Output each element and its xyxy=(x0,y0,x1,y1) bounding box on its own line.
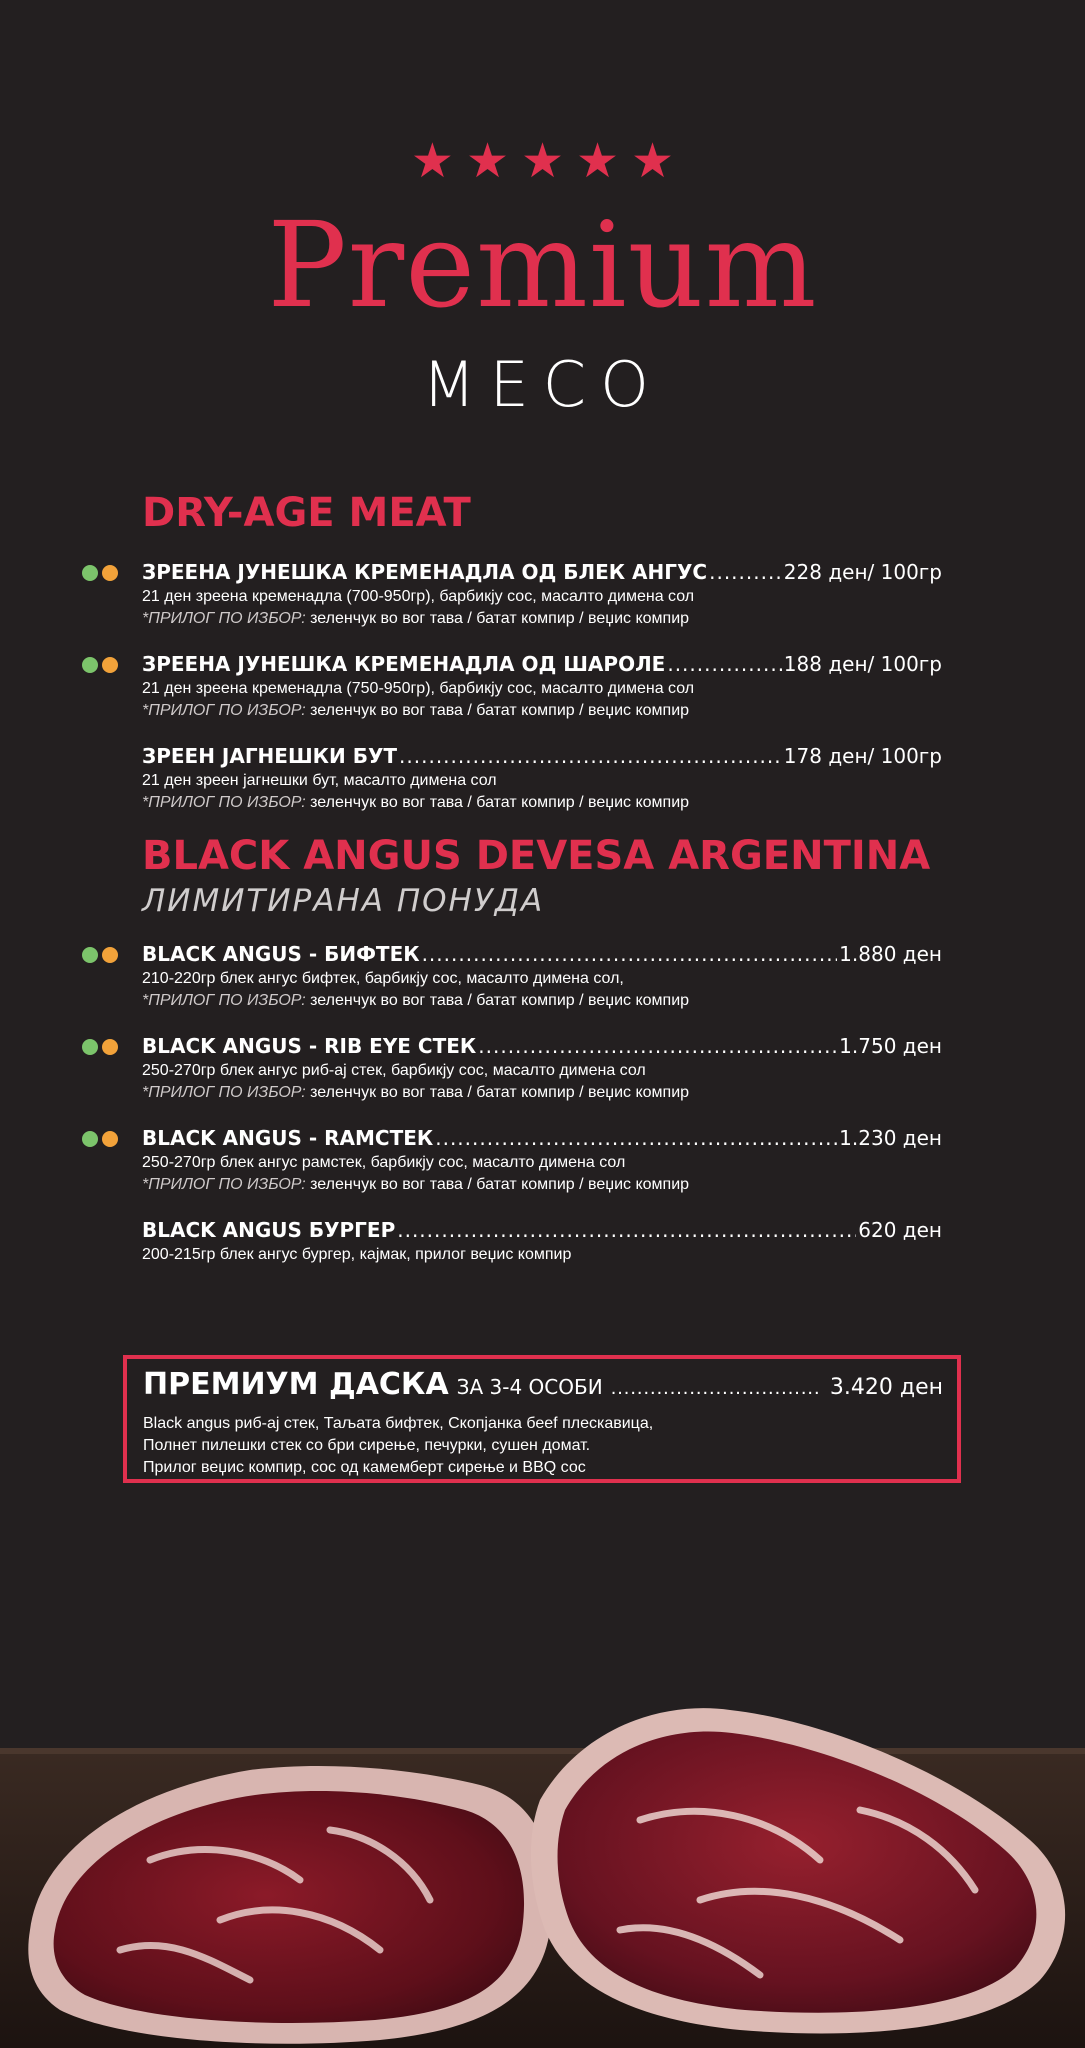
item-side-dish: *ПРИЛОГ ПО ИЗБОР: зеленчук во вог тава / батат компир / веџис компир xyxy=(142,610,690,627)
rating-stars xyxy=(0,135,1085,188)
board-price: 3.420 ден xyxy=(829,1375,943,1400)
item-description: 21 ден зреена кременадла (700-950гр), барбикју сос, масалто димена сол xyxy=(142,588,695,605)
green-diet-icon xyxy=(82,1039,98,1055)
item-price: 620 ден xyxy=(858,1218,942,1242)
diet-icons xyxy=(82,1131,118,1147)
leader-dots xyxy=(422,940,838,968)
item-side-dish: *ПРИЛОГ ПО ИЗБОР: зеленчук во вог тава / батат компир / веџис компир xyxy=(142,794,690,811)
item-name: BLACK ANGUS - RAMСТЕК xyxy=(142,1126,434,1150)
green-diet-icon xyxy=(82,947,98,963)
item-description: 210-220гр блек ангус бифтек, барбикју сос, масалто димена сол, xyxy=(142,970,624,987)
menu-item xyxy=(82,940,942,1012)
item-side-dish: *ПРИЛОГ ПО ИЗБОР: зеленчук во вог тава / батат компир / веџис компир xyxy=(142,1084,690,1101)
menu-item xyxy=(82,1032,942,1104)
star-icon: ★ xyxy=(410,135,454,188)
leader-dots xyxy=(611,1377,822,1400)
section-subheading: ЛИМИТИРАНА ПОНУДА xyxy=(142,883,545,919)
item-name: ЗРЕЕНА ЈУНЕШКА КРЕМЕНАДЛА ОД БЛЕК АНГУС xyxy=(142,560,708,584)
item-price: 188 ден/ 100гр xyxy=(783,652,942,676)
item-description: 21 ден зреен јагнешки бут, масалто димена сол xyxy=(142,772,497,789)
star-icon: ★ xyxy=(576,135,620,188)
orange-diet-icon xyxy=(102,565,118,581)
board-line: Прилог веџис компир, сос од камемберт сирење и BBQ сос xyxy=(143,1459,586,1476)
diet-icons xyxy=(82,657,118,673)
menu-item xyxy=(82,742,942,814)
star-icon: ★ xyxy=(520,135,565,188)
item-price: 178 ден/ 100гр xyxy=(783,744,942,768)
orange-diet-icon xyxy=(102,1039,118,1055)
leader-dots xyxy=(709,558,782,586)
item-description: 250-270гр блек ангус риб-ај стек, барбикју сос, масалто димена сол xyxy=(142,1062,646,1079)
page-subtitle: МЕСО xyxy=(422,348,663,421)
item-price: 1.750 ден xyxy=(839,1034,942,1058)
item-description: 250-270гр блек ангус рамстек, барбикју сос, масалто димена сол xyxy=(142,1154,626,1171)
item-description: 200-215гр блек ангус бургер, кајмак, прилог веџис компир xyxy=(142,1246,572,1263)
page-title: Premium xyxy=(267,196,818,334)
board-line: Полнет пилешки стек со бри сирење, печурки, сушен домат. xyxy=(143,1437,591,1454)
item-side-dish: *ПРИЛОГ ПО ИЗБОР: зеленчук во вог тава / батат компир / веџис компир xyxy=(142,1176,690,1193)
item-price: 1.880 ден xyxy=(839,942,942,966)
item-name: BLACK ANGUS - RIB EYE СТЕК xyxy=(142,1034,477,1058)
item-price: 228 ден/ 100гр xyxy=(783,560,942,584)
leader-dots xyxy=(667,650,781,678)
leader-dots xyxy=(397,1216,856,1244)
item-price: 1.230 ден xyxy=(839,1126,942,1150)
item-name: BLACK ANGUS - БИФТЕК xyxy=(142,942,420,966)
item-description: 21 ден зреена кременадла (750-950гр), барбикју сос, масалто димена сол xyxy=(142,680,695,697)
item-name: ЗРЕЕНА ЈУНЕШКА КРЕМЕНАДЛА ОД ШАРОЛЕ xyxy=(142,652,666,676)
menu-item xyxy=(82,558,942,630)
diet-icons xyxy=(82,947,118,963)
green-diet-icon xyxy=(82,657,98,673)
table-edge xyxy=(0,1748,1085,1754)
diet-icons xyxy=(82,565,118,581)
menu-item xyxy=(82,1216,942,1266)
board-line: Black angus риб-ај стек, Таљата бифтек, Скопјанка беef плескавица, xyxy=(143,1415,654,1432)
green-diet-icon xyxy=(82,565,98,581)
star-icon: ★ xyxy=(631,135,675,188)
board-title: ПРЕМИУМ ДАСКА xyxy=(143,1367,449,1402)
diet-icons xyxy=(82,1039,118,1055)
leader-dots xyxy=(478,1032,837,1060)
item-name: ЗРЕЕН ЈАГНЕШКИ БУТ xyxy=(142,744,398,768)
board-description xyxy=(143,1413,653,1479)
section-heading-dry-age: DRY-AGE MEAT xyxy=(142,490,471,536)
item-name: BLACK ANGUS БУРГЕР xyxy=(142,1218,396,1242)
star-icon: ★ xyxy=(465,135,509,188)
menu-item xyxy=(82,1124,942,1196)
premium-board-box xyxy=(123,1355,961,1483)
item-side-dish: *ПРИЛОГ ПО ИЗБОР: зеленчук во вог тава / батат компир / веџис компир xyxy=(142,992,690,1009)
leader-dots xyxy=(399,742,782,770)
item-side-dish: *ПРИЛОГ ПО ИЗБОР: зеленчук во вог тава / батат компир / веџис компир xyxy=(142,702,690,719)
menu-item xyxy=(82,650,942,722)
section-heading-black-angus: BLACK ANGUS DEVESA ARGENTINA xyxy=(142,833,931,879)
leader-dots xyxy=(435,1124,837,1152)
board-subtitle: ЗА 3-4 ОСОБИ xyxy=(456,1375,603,1399)
orange-diet-icon xyxy=(102,1131,118,1147)
orange-diet-icon xyxy=(102,947,118,963)
meat-photo xyxy=(0,1600,1085,2048)
orange-diet-icon xyxy=(102,657,118,673)
green-diet-icon xyxy=(82,1131,98,1147)
